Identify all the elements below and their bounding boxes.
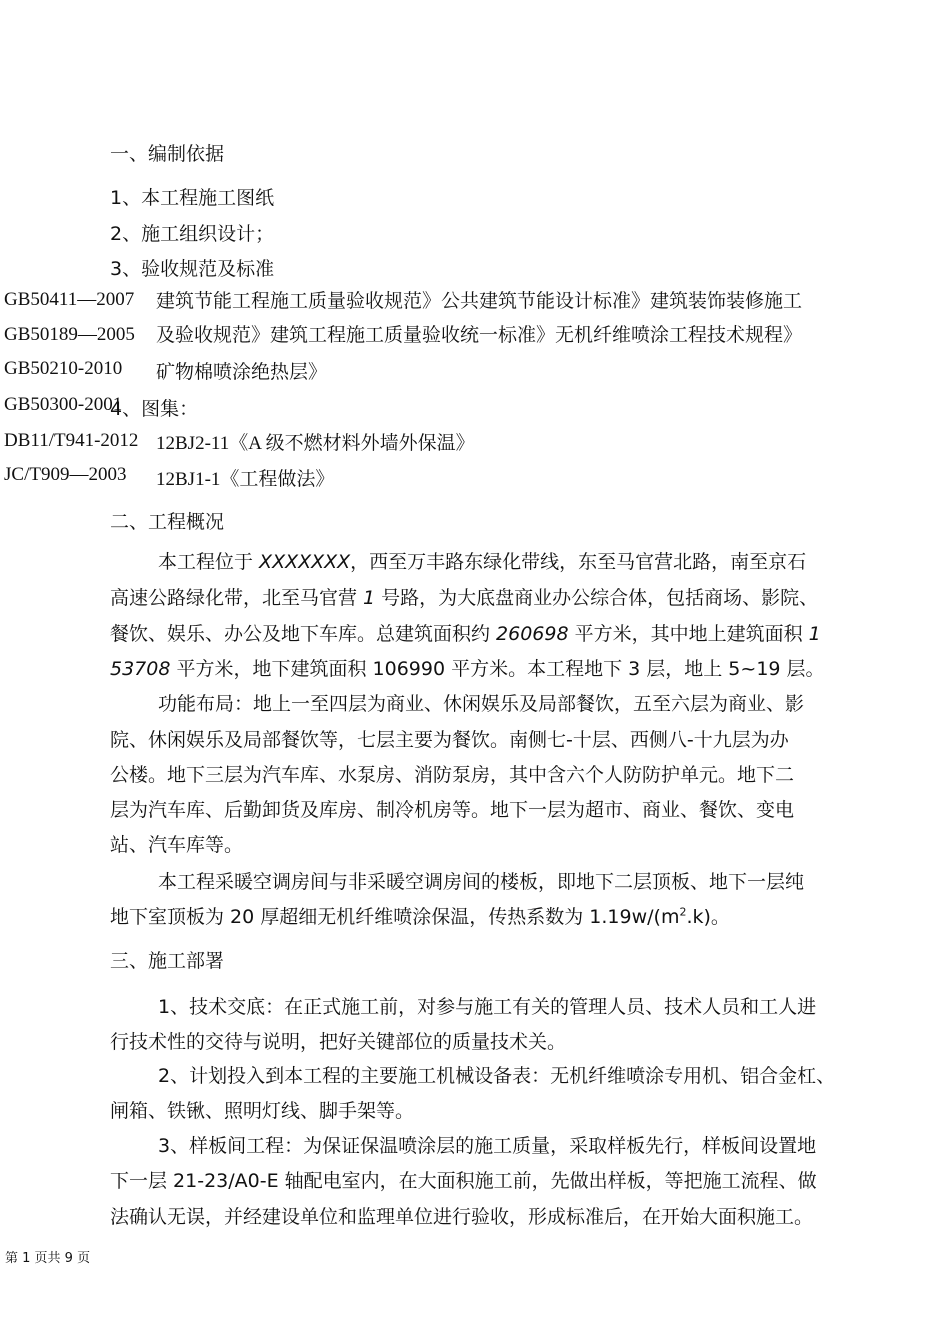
section-2-title: 二、工程概况 [110,511,225,533]
basis-item-2: 2、施工组织设计； [110,223,275,245]
overview-line-4: 53708 平方米，地下建筑面积 106990 平方米。本工程地下 3 层，地上 5~19 层。 [110,658,825,680]
standards-line-1: 建筑节能工程施工质量验收规范》公共建筑节能设计标准》建筑装饰装修施工 [156,290,803,312]
standard-code: GB50210-2010 [4,358,123,379]
layout-line-5: 站、汽车库等。 [110,834,244,856]
standard-code: GB50300-2001 [4,394,123,415]
overview-line-3: 餐饮、娱乐、办公及地下车库。总建筑面积约 260698 平方米，其中地上建筑面积 1 [110,623,821,645]
basis-item-3: 3、验收规范及标准 [110,258,275,280]
insulation-line-1: 本工程采暖空调房间与非采暖空调房间的楼板，即地下二层顶板、地下一层纯 [158,871,805,893]
deploy-2-line-1: 2、计划投入到本工程的主要施工机械设备表：无机纤维喷涂专用机、铝合金杠、 [158,1065,836,1087]
section-3-title: 三、施工部署 [110,950,225,972]
layout-line-4: 层为汽车库、后勤卸货及库房、制冷机房等。地下一层为超市、商业、餐饮、变电 [110,799,795,821]
layout-line-3: 公楼。地下三层为汽车库、水泵房、消防泵房，其中含六个人防防护单元。地下二 [110,764,795,786]
deploy-1-line-2: 行技术性的交待与说明，把好关键部位的质量技术关。 [110,1031,567,1053]
standard-code: DB11/T941-2012 [4,430,139,451]
standard-code: JC/T909—2003 [4,464,127,482]
standards-line-2: 及验收规范》建筑工程施工质量验收统一标准》无机纤维喷涂工程技术规程》 [156,324,803,346]
layout-line-2: 院、休闲娱乐及局部餐饮等，七层主要为餐饮。南侧七-十层、西侧八-十九层为办 [110,729,789,751]
deploy-2-line-2: 闸箱、铁锹、照明灯线、脚手架等。 [110,1100,415,1122]
section-1-title: 一、编制依据 [110,143,225,165]
standard-code: GB50411—2007 [4,289,135,310]
standards-line-3: 矿物棉喷涂绝热层》 [156,361,328,383]
layout-line-1: 功能布局：地上一至四层为商业、休闲娱乐及局部餐饮，五至六层为商业、影 [158,693,805,715]
overview-line-1: 本工程位于 XXXXXXX，西至万丰路东绿化带线，东至马官营北路，南至京石 [158,551,807,573]
atlas-item-2: 12BJ1-1《工程做法》 [156,469,335,490]
location-placeholder: XXXXXXX [259,551,351,573]
deploy-1-line-1: 1、技术交底：在正式施工前，对参与施工有关的管理人员、技术人员和工人进 [158,996,817,1018]
page-number: 第 1 页共 9 页 [5,1251,91,1266]
overview-line-2: 高速公路绿化带，北至马官营 1 号路，为大底盘商业办公综合体，包括商场、影院、 [110,587,819,609]
standard-code: GB50189—2005 [4,324,135,345]
deploy-3-line-1: 3、样板间工程：为保证保温喷涂层的施工质量，采取样板先行，样板间设置地 [158,1135,817,1157]
atlas-item-1: 12BJ2-11《A 级不燃材料外墙外保温》 [156,433,475,454]
basis-item-1: 1、本工程施工图纸 [110,187,275,209]
deploy-3-line-3: 法确认无误，并经建设单位和监理单位进行验收，形成标准后，在开始大面积施工。 [110,1206,814,1228]
insulation-line-2: 地下室顶板为 20 厚超细无机纤维喷涂保温，传热系数为 $1.19w/(m^2.k)$。 [110,905,730,928]
basis-item-4: 4、图集： [110,398,199,420]
deploy-3-line-2: 下一层 21-23/A0-E 轴配电室内，在大面积施工前，先做出样板，等把施工流程、做 [110,1170,817,1192]
